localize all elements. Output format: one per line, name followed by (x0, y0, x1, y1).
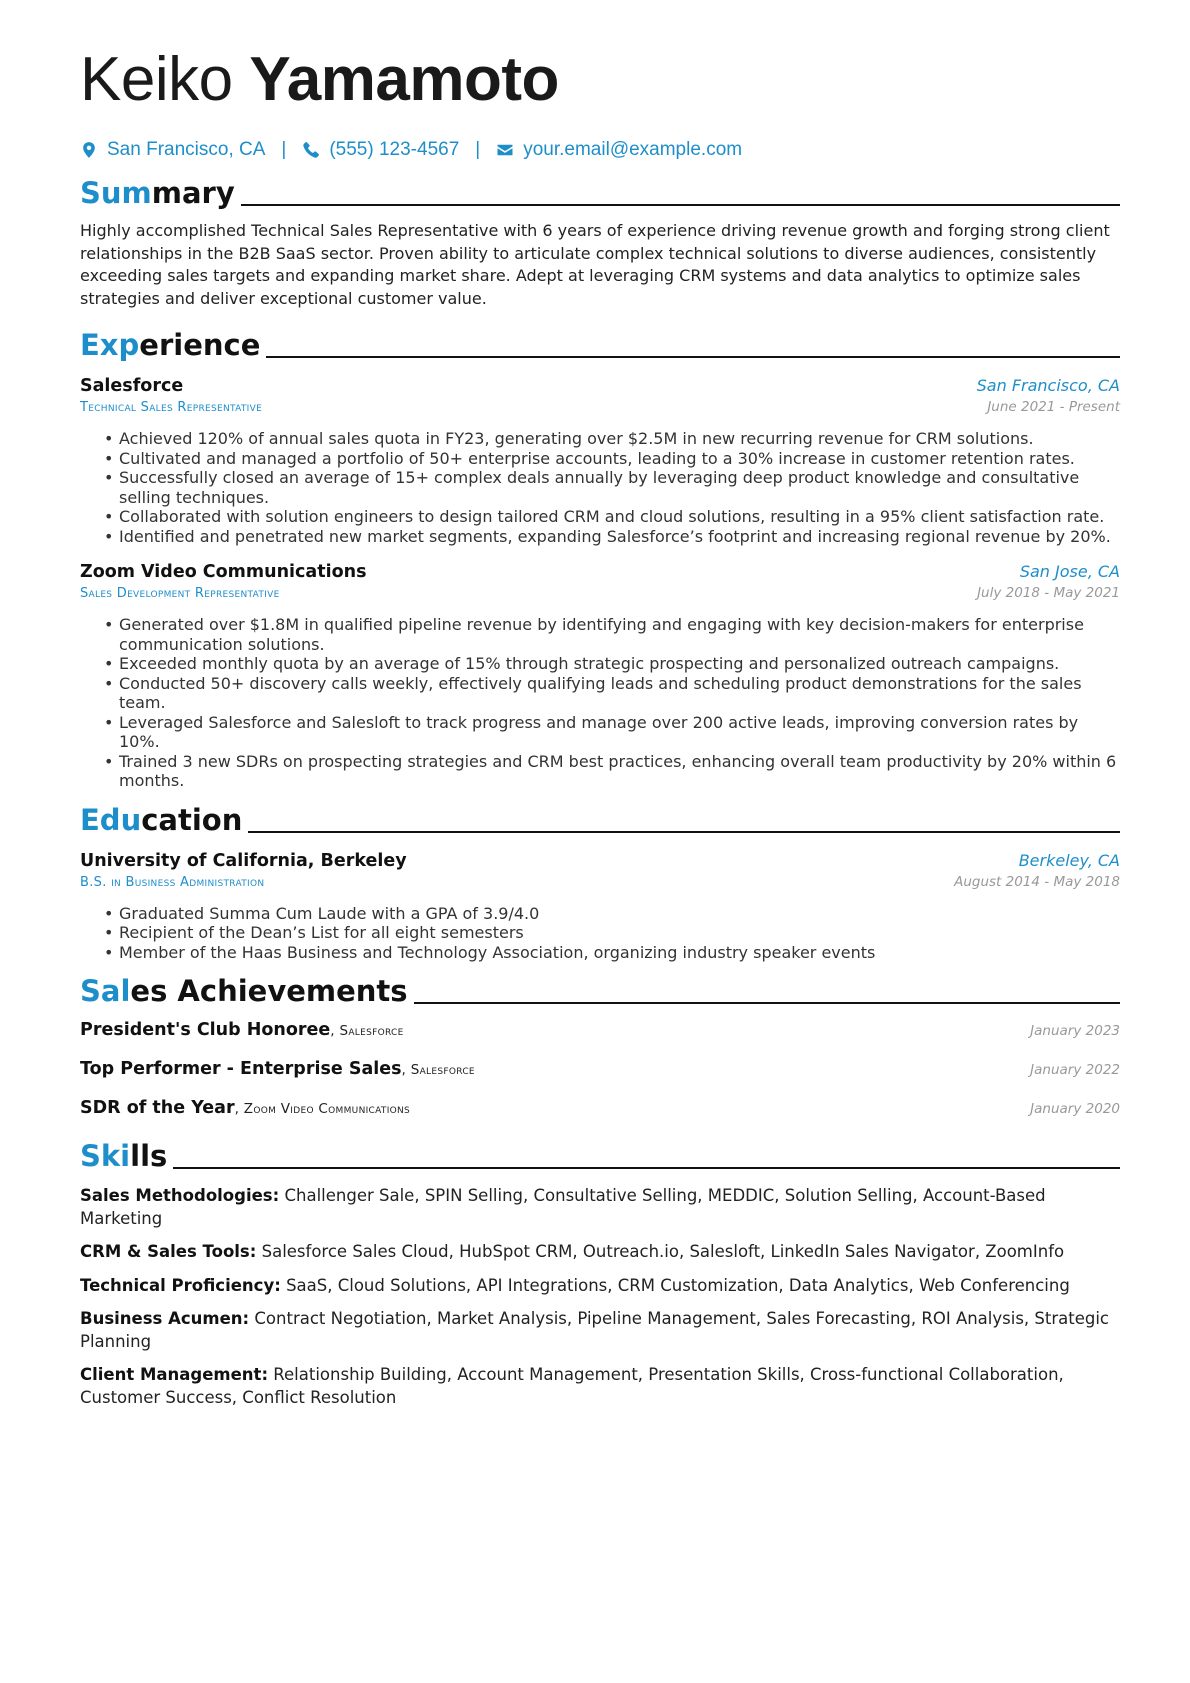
contact-separator: | (281, 139, 287, 160)
envelope-icon (496, 141, 514, 159)
list-item: • Graduated Summa Cum Laude with a GPA of 3.9/4.0 (104, 904, 1120, 924)
last-name: Yamamoto (249, 45, 559, 114)
achievements-list (80, 1012, 1120, 1129)
skill-row (80, 1275, 1120, 1298)
skill-value: SaaS, Cloud Solutions, API Integrations, CRM Customization, Data Analytics, Web Conferencing (286, 1275, 1070, 1295)
first-name: Keiko (80, 45, 233, 114)
contact-location (80, 139, 265, 161)
job-entry (80, 562, 1120, 791)
achievement-org: Salesforce (410, 1062, 475, 1078)
education-dates: August 2014 - May 2018 (954, 873, 1120, 890)
school-location: Berkeley, CA (1018, 850, 1120, 870)
section-rule (414, 1002, 1120, 1004)
resume-page (80, 44, 1120, 1420)
section-title: Sales Achievements (80, 974, 408, 1008)
section-title: Experience (80, 328, 261, 362)
skill-value: Contract Negotiation, Market Analysis, Pipeline Management, Sales Forecasting, ROI Analysis, Strategic Planning (80, 1309, 1109, 1351)
skill-row (80, 1308, 1120, 1353)
list-item: • Identified and penetrated new market segments, expanding Salesforce’s footprint and increasing regional revenue by 20%. (104, 527, 1120, 547)
achievement-item: SDR of the Year, Zoom Video Communications January 2020 (80, 1098, 1120, 1118)
skill-value: Relationship Building, Account Management, Presentation Skills, Cross-functional Collaboration, Customer Success, Conflict Resolution (80, 1365, 1064, 1407)
list-item: • Cultivated and managed a portfolio of 50+ enterprise accounts, leading to a 30% increase in customer retention rates. (104, 449, 1120, 469)
skill-label: Sales Methodologies: (80, 1186, 280, 1205)
skill-row (80, 1364, 1120, 1409)
achievement-date: January 2022 (1030, 1062, 1120, 1078)
education-heading (80, 803, 1120, 837)
experience-heading (80, 328, 1120, 362)
list-item: • Exceeded monthly quota by an average of 15% through strategic prospecting and personalized outreach campaigns. (104, 654, 1120, 674)
phone-icon (302, 141, 320, 159)
section-rule (173, 1167, 1120, 1169)
section-rule (241, 204, 1120, 206)
job-role: Technical Sales Representative (80, 400, 263, 415)
section-title: Skills (80, 1139, 168, 1173)
skill-label: CRM & Sales Tools: (80, 1242, 257, 1261)
list-item: • Achieved 120% of annual sales quota in FY23, generating over $2.5M in new recurring revenue for CRM solutions. (104, 429, 1120, 449)
section-title: Education (80, 802, 243, 837)
contact-separator: | (475, 139, 481, 160)
skills-heading (80, 1139, 1120, 1173)
contact-bar (80, 138, 1120, 162)
job-entry (80, 376, 1120, 546)
summary-heading (80, 176, 1120, 210)
skill-label: Business Acumen: (80, 1309, 250, 1328)
skill-row (80, 1241, 1120, 1264)
list-item: • Generated over $1.8M in qualified pipeline revenue by identifying and engaging with key decision-makers for enterprise communication solutions. (104, 615, 1120, 654)
company-name: Salesforce (80, 376, 184, 396)
job-location: San Francisco, CA (976, 376, 1120, 395)
skill-label: Client Management: (80, 1365, 269, 1384)
achievement-date: January 2023 (1030, 1023, 1120, 1039)
job-bullets (104, 429, 1120, 546)
job-role: Sales Development Representative (80, 586, 280, 601)
achievement-item: President's Club Honoree, Salesforce January 2023 (80, 1020, 1120, 1040)
phone-text: (555) 123-4567 (329, 139, 460, 160)
list-item: • Recipient of the Dean’s List for all eight semesters (104, 923, 1120, 943)
list-item: • Collaborated with solution engineers to design tailored CRM and cloud solutions, resulting in a 95% client satisfaction rate. (104, 507, 1120, 527)
achievements-heading (80, 974, 1120, 1008)
achievement-org: Salesforce (339, 1023, 404, 1039)
list-item: • Trained 3 new SDRs on prospecting strategies and CRM best practices, enhancing overall team productivity by 20% within 6 months. (104, 752, 1120, 791)
skill-value: Salesforce Sales Cloud, HubSpot CRM, Outreach.io, Salesloft, LinkedIn Sales Navigator, ZoomInfo (261, 1242, 1065, 1261)
contact-email[interactable] (496, 139, 742, 161)
company-name: Zoom Video Communications (80, 562, 367, 582)
achievement-item: Top Performer - Enterprise Sales, Salesforce January 2022 (80, 1059, 1120, 1079)
map-pin-icon (80, 141, 98, 159)
skill-label: Technical Proficiency: (80, 1275, 281, 1295)
job-dates: June 2021 - Present (987, 399, 1120, 415)
achievement-org: Zoom Video Communications (243, 1101, 411, 1117)
summary-text: Highly accomplished Technical Sales Representative with 6 years of experience driving revenue growth and forging strong client relationships in the B2B SaaS sector. Proven ability to articulate complex technical solutions to diverse audiences, consistently exceeding sales targets and expanding market share. Adept at leveraging CRM systems and data analytics to optimize sales strategies and deliver exceptional customer value. (80, 221, 1110, 308)
job-location: San Jose, CA (1019, 562, 1120, 581)
education-bullets (104, 904, 1120, 963)
achievement-title: Top Performer - Enterprise Sales (80, 1059, 402, 1079)
list-item: • Leveraged Salesforce and Salesloft to track progress and manage over 200 active leads, improving conversion rates by 10%. (104, 713, 1120, 752)
skill-row (80, 1185, 1120, 1230)
job-dates: July 2018 - May 2021 (977, 585, 1120, 601)
contact-phone[interactable] (302, 139, 459, 161)
achievement-date: January 2020 (1030, 1101, 1120, 1117)
section-rule (248, 831, 1120, 833)
section-title: Summary (80, 176, 235, 210)
achievement-title: President's Club Honoree (80, 1020, 331, 1040)
school-name: University of California, Berkeley (80, 850, 407, 871)
list-item: • Member of the Haas Business and Technology Association, organizing industry speaker events (104, 943, 1120, 963)
email-text: your.email@example.com (523, 139, 743, 160)
candidate-name (80, 44, 1120, 116)
list-item: • Conducted 50+ discovery calls weekly, effectively qualifying leads and scheduling product demonstrations for the sales team. (104, 674, 1120, 713)
achievement-title: SDR of the Year (80, 1098, 235, 1118)
degree: B.S. in Business Administration (80, 874, 265, 890)
job-bullets (104, 615, 1120, 791)
skills-list (80, 1185, 1120, 1409)
skill-value: Challenger Sale, SPIN Selling, Consultative Selling, MEDDIC, Solution Selling, Account-Based Marketing (80, 1186, 1046, 1228)
section-rule (266, 356, 1120, 358)
list-item: • Successfully closed an average of 15+ complex deals annually by leveraging deep product knowledge and consultative selling techniques. (104, 468, 1120, 507)
education-entry (80, 851, 1120, 963)
location-text: San Francisco, CA (107, 139, 266, 160)
